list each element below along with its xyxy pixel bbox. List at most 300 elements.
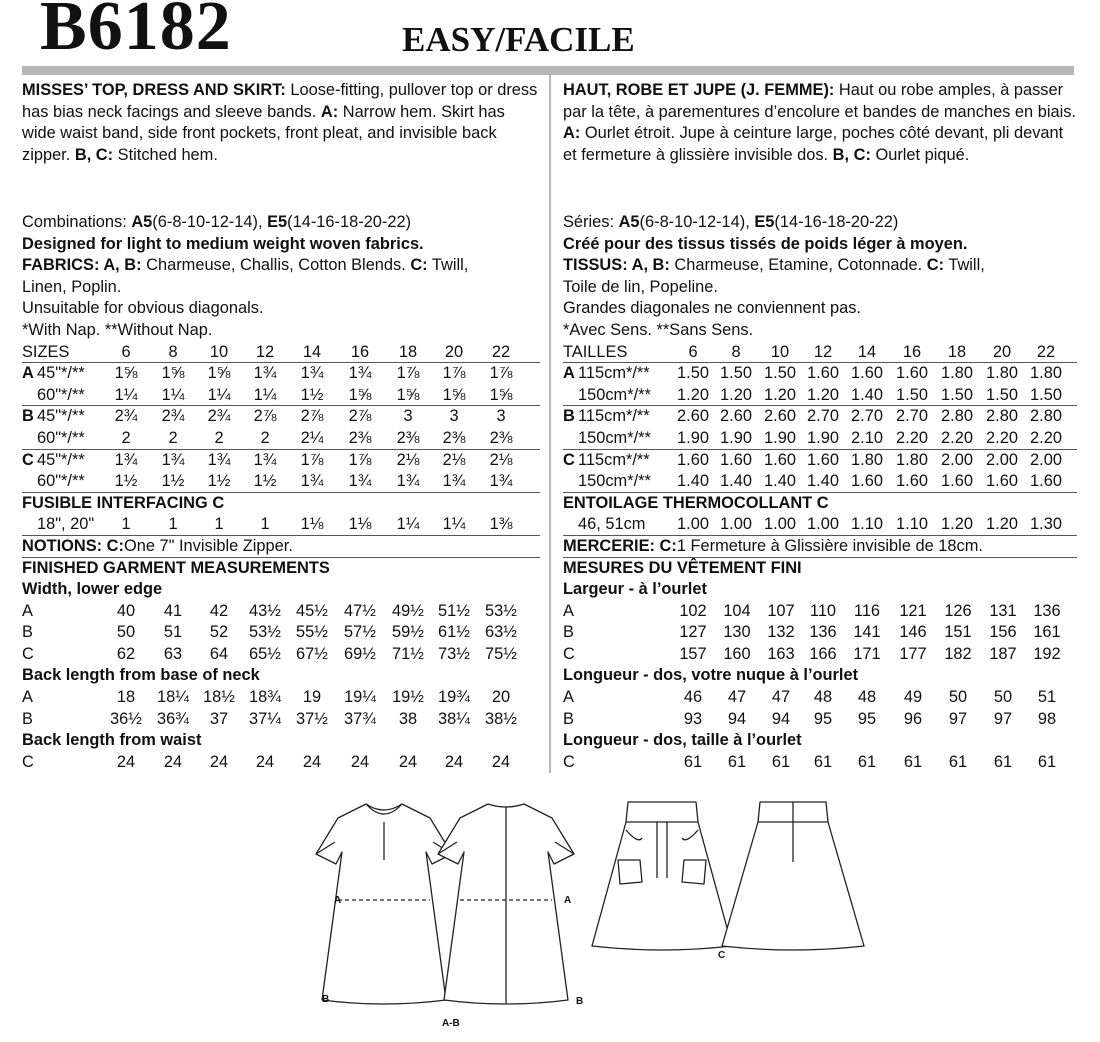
cell: 132	[767, 623, 795, 642]
row-label: A	[563, 601, 574, 620]
row-label: C	[22, 450, 34, 469]
cell: 1¾	[300, 364, 324, 383]
cell: 61	[727, 752, 747, 771]
row-label: 60"*/**	[37, 428, 85, 447]
cell: 63	[163, 644, 183, 663]
cell: 1¾	[300, 472, 324, 491]
cell: 38½	[485, 709, 517, 728]
cell: 2⅜	[442, 428, 466, 447]
cell: 53½	[249, 623, 281, 642]
fabrics-en-cont: Linen, Poplin.	[22, 277, 122, 296]
backneck-row	[22, 709, 540, 731]
waist-title-fr: Longueur - dos, taille à l’ourlet	[563, 731, 802, 750]
row-label: B	[563, 407, 575, 426]
cell: 61	[813, 752, 833, 771]
yardage-row	[563, 428, 1077, 450]
cell: 2¾	[114, 407, 138, 426]
cell: 136	[1033, 601, 1061, 620]
cell: 14	[302, 342, 322, 361]
cell: 61	[1037, 752, 1057, 771]
row-label: B	[563, 623, 574, 642]
sizes-header-row	[563, 342, 1077, 364]
cell: 95	[813, 709, 833, 728]
cell: 63½	[485, 623, 517, 642]
cell: 2.60	[677, 407, 709, 426]
cell: 1¾	[489, 472, 513, 491]
cell: 2¾	[161, 407, 185, 426]
cell: 1¼	[442, 515, 466, 534]
waist-row	[563, 752, 1077, 774]
cell: 2¾	[207, 407, 231, 426]
cell: 93	[683, 709, 703, 728]
cell: 2.70	[851, 407, 883, 426]
cell: 19	[302, 688, 322, 707]
cell: 1.60	[677, 450, 709, 469]
label-c: C	[718, 950, 726, 961]
cell: 24	[398, 752, 418, 771]
cell: 1¾	[253, 450, 277, 469]
cell: 1.80	[986, 364, 1018, 383]
cell: 50	[116, 623, 136, 642]
cell: 57½	[344, 623, 376, 642]
row-label: B	[22, 407, 34, 426]
cell: 1.60	[1030, 472, 1062, 491]
cell: 2	[214, 428, 224, 447]
cell: 2.00	[986, 450, 1018, 469]
cell: 61	[993, 752, 1013, 771]
cell: 14	[857, 342, 877, 361]
cell: 61	[948, 752, 968, 771]
cell: 10	[209, 342, 229, 361]
dress-back-drawing	[438, 804, 574, 1004]
cell: 2⅛	[396, 450, 420, 469]
row-label: C	[22, 752, 34, 771]
cell: 43½	[249, 601, 281, 620]
row-label: 115cm*/**	[578, 364, 650, 383]
cell: 2⅜	[396, 428, 420, 447]
cell: 1¾	[442, 472, 466, 491]
cell: 2.00	[941, 450, 973, 469]
cell: 1¾	[114, 450, 138, 469]
cell: 75½	[485, 644, 517, 663]
cell: 110	[809, 601, 837, 620]
cell: 24	[163, 752, 183, 771]
cell: 8	[731, 342, 741, 361]
yardage-row	[22, 450, 540, 472]
cell: 97	[948, 709, 968, 728]
yardage-row	[563, 385, 1077, 407]
cell: 2⅛	[489, 450, 513, 469]
interfacing-table-en	[22, 514, 540, 536]
cell: 52	[209, 623, 229, 642]
cell: 65½	[249, 644, 281, 663]
fabrics-fr: TISSUS: A, B: Charmeuse, Etamine, Cotonnade. C: Twill,	[563, 256, 985, 275]
fabrics-fr-cont: Toile de lin, Popeline.	[563, 277, 718, 296]
width-row	[22, 622, 540, 644]
cell: 2.20	[1030, 428, 1062, 447]
cell: 50	[993, 688, 1013, 707]
cell: 18	[947, 342, 967, 361]
cell: 61	[903, 752, 923, 771]
cell: 1.60	[851, 472, 883, 491]
english-column	[22, 80, 540, 773]
unsuitable-fr: Grandes diagonales ne conviennent pas.	[563, 299, 861, 318]
cell: 19¼	[344, 688, 376, 707]
cell: 1.50	[720, 364, 752, 383]
cell: 1.20	[720, 385, 752, 404]
cell: 171	[853, 644, 881, 663]
combinations-en: Combinations: A5(6-8-10-12-14), E5(14-16-18-20-22)	[22, 213, 412, 231]
label-a-b: A-B	[442, 1018, 460, 1029]
cell: 18¼	[157, 688, 189, 707]
cell: 61½	[438, 623, 470, 642]
cell: 1.80	[941, 364, 973, 383]
cell: 1⅞	[442, 364, 466, 383]
row-label: 45"*/**	[37, 364, 85, 383]
yardage-row	[22, 385, 540, 407]
cell: 20	[491, 688, 511, 707]
row-label: A	[22, 601, 33, 620]
cell: 18¾	[249, 688, 281, 707]
cell: 37¾	[344, 709, 376, 728]
cell: 102	[679, 601, 707, 620]
row-label: A	[22, 688, 33, 707]
cell: 71½	[392, 644, 424, 663]
unsuitable-en: Unsuitable for obvious diagonals.	[22, 299, 264, 318]
yardage-row	[22, 428, 540, 450]
cell: 1½	[253, 472, 277, 491]
cell: 64	[209, 644, 229, 663]
skirt-front-drawing	[592, 802, 732, 950]
backneck-row	[563, 709, 1077, 731]
row-label: 115cm*/**	[578, 407, 650, 426]
cell: 1	[260, 515, 270, 534]
width-row	[563, 644, 1077, 666]
title-rule	[22, 66, 1074, 75]
cell: 16	[902, 342, 922, 361]
cell: 24	[255, 752, 275, 771]
cell: 1.90	[807, 428, 839, 447]
cell: 37½	[296, 709, 328, 728]
waist-row	[22, 752, 540, 774]
cell: 1⅜	[489, 515, 513, 534]
cell: 2.70	[807, 407, 839, 426]
cell: 1.50	[677, 364, 709, 383]
row-label: C	[22, 644, 34, 663]
row-label: 115cm*/**	[578, 450, 650, 469]
width-row	[563, 622, 1077, 644]
skirt-back-drawing	[722, 802, 864, 950]
cell: 12	[255, 342, 275, 361]
waist-title-en: Back length from waist	[22, 731, 202, 750]
label-a-left: A	[334, 895, 342, 906]
cell: 2.20	[896, 428, 928, 447]
cell: 97	[993, 709, 1013, 728]
backneck-table-en	[22, 687, 540, 730]
cell: 1.20	[764, 385, 796, 404]
cell: 1.90	[764, 428, 796, 447]
cell: 61	[683, 752, 703, 771]
combinations-fr: Séries: A5(6-8-10-12-14), E5(14-16-18-20-22)	[563, 213, 899, 231]
cell: 94	[727, 709, 747, 728]
cell: 37	[209, 709, 229, 728]
row-label: 18", 20"	[37, 515, 95, 534]
cell: 2.20	[986, 428, 1018, 447]
cell: 1.60	[896, 364, 928, 383]
cell: 141	[853, 623, 881, 642]
cell: 1¾	[396, 472, 420, 491]
cell: 36½	[110, 709, 142, 728]
cell: 1.30	[1030, 515, 1062, 534]
cell: 1¾	[161, 450, 185, 469]
cell: 2	[121, 428, 131, 447]
cell: 18	[116, 688, 136, 707]
cell: 20	[444, 342, 464, 361]
row-label: 46, 51cm	[578, 515, 646, 534]
cell: 1¼	[253, 385, 277, 404]
width-row	[22, 601, 540, 623]
cell: 53½	[485, 601, 517, 620]
cell: 1¾	[253, 364, 277, 383]
cell: 19¾	[438, 688, 470, 707]
cell: 126	[944, 601, 972, 620]
cell: 96	[903, 709, 923, 728]
cell: 49½	[392, 601, 424, 620]
cell: 1.00	[677, 515, 709, 534]
row-label: A	[563, 688, 574, 707]
cell: 22	[1036, 342, 1056, 361]
cell: 50	[948, 688, 968, 707]
cell: 1⅝	[348, 385, 372, 404]
cell: 24	[444, 752, 464, 771]
cell: 116	[853, 601, 881, 620]
cell: 51½	[438, 601, 470, 620]
width-table-fr	[563, 601, 1077, 666]
nap-note-fr: *Avec Sens. **Sans Sens.	[563, 320, 754, 339]
backneck-title-en: Back length from base of neck	[22, 666, 260, 685]
cell: 2.80	[1030, 407, 1062, 426]
cell: 1½	[207, 472, 231, 491]
row-label: B	[22, 709, 33, 728]
cell: 1	[168, 515, 178, 534]
cell: 131	[989, 601, 1017, 620]
cell: 1.10	[851, 515, 883, 534]
cell: 59½	[392, 623, 424, 642]
cell: 24	[350, 752, 370, 771]
cell: 2⅛	[442, 450, 466, 469]
column-divider	[549, 75, 551, 773]
cell: 51	[163, 623, 183, 642]
cell: 20	[992, 342, 1012, 361]
cell: 1½	[300, 385, 324, 404]
cell: 38¼	[438, 709, 470, 728]
cell: 1¼	[207, 385, 231, 404]
cell: 1.60	[764, 450, 796, 469]
cell: 73½	[438, 644, 470, 663]
cell: 3	[496, 407, 506, 426]
cell: 1.60	[807, 450, 839, 469]
cell: 1⅝	[161, 364, 185, 383]
cell: 62	[116, 644, 136, 663]
cell: 1.60	[896, 472, 928, 491]
row-label: 150cm*/**	[578, 472, 651, 491]
cell: 46	[683, 688, 703, 707]
fabrics-en: FABRICS: A, B: Charmeuse, Challis, Cotton Blends. C: Twill,	[22, 256, 469, 275]
cell: 2⅜	[489, 428, 513, 447]
row-label: 45"*/**	[37, 450, 85, 469]
cell: 1.80	[851, 450, 883, 469]
difficulty-label: EASY/FACILE	[402, 20, 635, 59]
cell: 3	[403, 407, 413, 426]
interfacing-table-fr	[563, 514, 1077, 536]
cell: 51	[1037, 688, 1057, 707]
cell: 45½	[296, 601, 328, 620]
cell: 2.80	[986, 407, 1018, 426]
cell: 2⅞	[253, 407, 277, 426]
cell: 95	[857, 709, 877, 728]
cell: 146	[899, 623, 927, 642]
cell: 1½	[161, 472, 185, 491]
cell: 98	[1037, 709, 1057, 728]
label-a-right: A	[564, 895, 572, 906]
cell: 1¾	[348, 364, 372, 383]
cell: 1.60	[986, 472, 1018, 491]
row-label: SIZES	[22, 342, 70, 361]
cell: 1.40	[807, 472, 839, 491]
cell: 1.40	[764, 472, 796, 491]
cell: 61	[771, 752, 791, 771]
row-label: 150cm*/**	[578, 428, 651, 447]
row-label: C	[563, 644, 575, 663]
cell: 1.00	[807, 515, 839, 534]
cell: 1⅛	[300, 515, 324, 534]
cell: 166	[809, 644, 837, 663]
yardage-row	[22, 363, 540, 385]
cell: 1⅝	[207, 364, 231, 383]
cell: 1¼	[396, 515, 420, 534]
interfacing-title-en: FUSIBLE INTERFACING C	[22, 493, 225, 512]
cell: 6	[688, 342, 698, 361]
cell: 1⅞	[489, 364, 513, 383]
row-label: B	[563, 709, 574, 728]
yardage-table-fr	[563, 342, 1077, 493]
backneck-row	[563, 687, 1077, 709]
cell: 1.50	[941, 385, 973, 404]
cell: 1⅝	[489, 385, 513, 404]
cell: 1⅝	[114, 364, 138, 383]
cell: 1.90	[720, 428, 752, 447]
cell: 47	[771, 688, 791, 707]
cell: 151	[944, 623, 972, 642]
cell: 1.90	[677, 428, 709, 447]
cell: 1.20	[941, 515, 973, 534]
technical-drawings	[0, 790, 1100, 1040]
cell: 157	[679, 644, 707, 663]
cell: 37¼	[249, 709, 281, 728]
designed-for-en: Designed for light to medium weight woven fabrics.	[22, 234, 424, 253]
cell: 1¼	[161, 385, 185, 404]
width-title-en: Width, lower edge	[22, 580, 163, 599]
label-b-right: B	[576, 996, 584, 1007]
cell: 2⅞	[300, 407, 324, 426]
cell: 1.50	[1030, 385, 1062, 404]
cell: 1.20	[807, 385, 839, 404]
cell: 48	[813, 688, 833, 707]
cell: 18	[398, 342, 418, 361]
description-en: MISSES’ TOP, DRESS AND SKIRT: Loose-fitting, pullover top or dress has bias neck facings and sleeve bands. A: Narrow hem. Skirt has wide waist band, side front pockets, front pleat, and invisible back zipper. B, C: Stitched hem.	[22, 81, 538, 164]
cell: 19½	[392, 688, 424, 707]
cell: 55½	[296, 623, 328, 642]
cell: 2⅜	[348, 428, 372, 447]
notions-en: NOTIONS: C: One 7" Invisible Zipper.	[22, 536, 540, 558]
interfacing-row	[22, 514, 540, 536]
cell: 1¼	[114, 385, 138, 404]
cell: 1.40	[851, 385, 883, 404]
width-row	[22, 644, 540, 666]
cell: 48	[857, 688, 877, 707]
waist-table-fr	[563, 752, 1077, 774]
cell: 163	[767, 644, 795, 663]
sizes-header-row	[22, 342, 540, 364]
row-label: A	[563, 364, 575, 383]
cell: 161	[1033, 623, 1061, 642]
designed-for-fr: Créé pour des tissus tissés de poids léger à moyen.	[563, 234, 968, 253]
cell: 1.10	[896, 515, 928, 534]
cell: 1	[214, 515, 224, 534]
cell: 107	[767, 601, 795, 620]
width-title-fr: Largeur - à l’ourlet	[563, 580, 707, 599]
yardage-row	[563, 363, 1077, 385]
backneck-table-fr	[563, 687, 1077, 730]
cell: 1⅞	[300, 450, 324, 469]
cell: 12	[813, 342, 833, 361]
yardage-row	[563, 471, 1077, 493]
nap-note-en: *With Nap. **Without Nap.	[22, 320, 213, 339]
cell: 192	[1033, 644, 1061, 663]
cell: 2.10	[851, 428, 883, 447]
cell: 1⅞	[396, 364, 420, 383]
interfacing-row	[563, 514, 1077, 536]
cell: 182	[944, 644, 972, 663]
cell: 136	[809, 623, 837, 642]
cell: 1.20	[986, 515, 1018, 534]
finished-title-fr: MESURES DU VÊTEMENT FINI	[563, 558, 802, 577]
cell: 1.50	[986, 385, 1018, 404]
cell: 187	[989, 644, 1017, 663]
cell: 24	[209, 752, 229, 771]
cell: 1.40	[677, 472, 709, 491]
yardage-row	[22, 406, 540, 428]
cell: 6	[121, 342, 131, 361]
cell: 1.60	[720, 450, 752, 469]
cell: 24	[116, 752, 136, 771]
cell: 22	[491, 342, 511, 361]
cell: 1¾	[207, 450, 231, 469]
cell: 94	[771, 709, 791, 728]
cell: 1¾	[348, 472, 372, 491]
backneck-row	[22, 687, 540, 709]
cell: 42	[209, 601, 229, 620]
cell: 2	[260, 428, 270, 447]
cell: 47	[727, 688, 747, 707]
cell: 121	[899, 601, 927, 620]
cell: 36¾	[157, 709, 189, 728]
cell: 2	[168, 428, 178, 447]
cell: 1.80	[896, 450, 928, 469]
cell: 1.60	[941, 472, 973, 491]
backneck-title-fr: Longueur - dos, votre nuque à l’ourlet	[563, 666, 859, 685]
cell: 2.70	[896, 407, 928, 426]
